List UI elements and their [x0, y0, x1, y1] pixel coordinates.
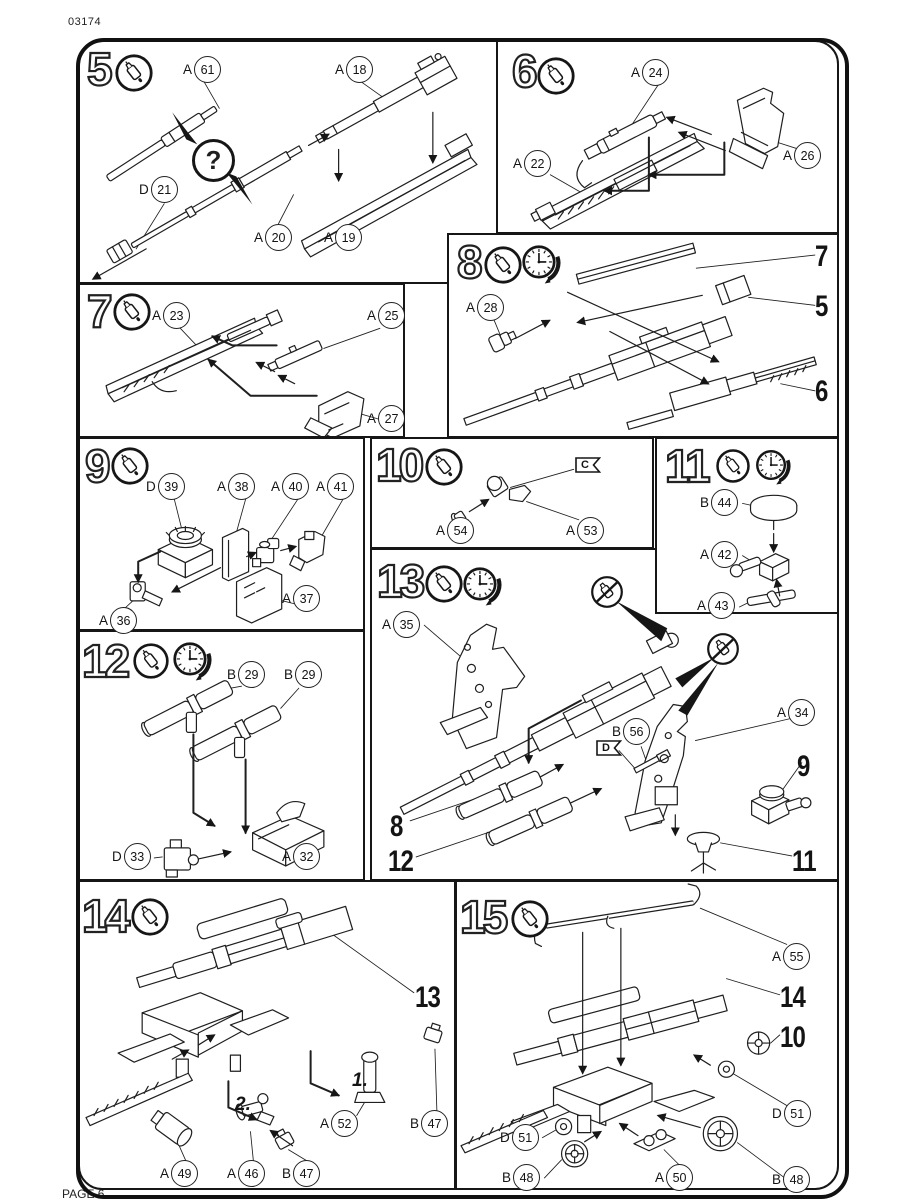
part-letter: A [513, 156, 523, 171]
part-number: 39 [158, 473, 185, 500]
part-letter: B [282, 1166, 292, 1181]
part-label-b44 [700, 489, 738, 516]
part-label-a55 [772, 943, 810, 970]
part-label-a43 [697, 592, 735, 619]
part-label-a50 [655, 1164, 693, 1191]
part-letter: A [697, 598, 707, 613]
part-label-a52 [320, 1110, 358, 1137]
part-number: 50 [666, 1164, 693, 1191]
part-label-b29 [227, 661, 265, 688]
part-number: 36 [110, 607, 137, 634]
part-number: 21 [151, 176, 178, 203]
part-letter: A [783, 148, 793, 163]
step-number-14: 14 [82, 890, 128, 942]
part-number: 34 [788, 699, 815, 726]
part-label-a35 [382, 611, 420, 638]
part-label-b48 [502, 1164, 540, 1191]
step-number-8: 8 [457, 236, 480, 288]
part-number: 44 [711, 489, 738, 516]
part-letter: A [152, 308, 162, 323]
assembly-step-panel-14 [78, 880, 456, 1190]
part-letter: A [466, 300, 476, 315]
part-letter: B [284, 667, 294, 682]
part-letter: B [700, 495, 710, 510]
part-label-a54 [436, 517, 474, 544]
part-label-a32 [282, 843, 320, 870]
part-number: 38 [228, 473, 255, 500]
part-number: 48 [513, 1164, 540, 1191]
decal-letter: C [581, 458, 589, 471]
part-number: 51 [784, 1100, 811, 1127]
part-number: 46 [238, 1160, 265, 1187]
part-label-d33 [112, 843, 151, 870]
part-letter: A [160, 1166, 170, 1181]
part-label-d51 [772, 1100, 811, 1127]
step-number-6: 6 [512, 45, 535, 97]
assembly-step-panel-12 [78, 630, 365, 881]
glue-icon [536, 56, 576, 96]
part-number: 25 [378, 302, 405, 329]
ref-number-12: 12 [388, 845, 414, 878]
part-label-a27 [367, 405, 405, 432]
no-glue-icon [590, 575, 624, 609]
glue-icon [112, 292, 152, 332]
part-label-a38 [217, 473, 255, 500]
step-number-5: 5 [87, 43, 110, 95]
ref-number-5: 5 [815, 290, 828, 323]
part-number: 37 [293, 585, 320, 612]
part-number: 28 [477, 294, 504, 321]
part-label-a41 [316, 473, 354, 500]
part-number: 20 [265, 224, 292, 251]
part-letter: D [772, 1106, 782, 1121]
part-number: 49 [171, 1160, 198, 1187]
page-footer: PAGE 6 [62, 1187, 105, 1200]
part-number: 32 [293, 843, 320, 870]
part-label-b47 [410, 1110, 448, 1137]
part-number: 29 [295, 661, 322, 688]
part-number: 51 [512, 1124, 539, 1151]
part-letter: A [282, 849, 292, 864]
part-letter: A [772, 949, 782, 964]
part-label-a25 [367, 302, 405, 329]
step-number-9: 9 [85, 440, 108, 492]
part-number: 23 [163, 302, 190, 329]
part-letter: D [146, 479, 156, 494]
part-number: 18 [346, 56, 373, 83]
part-letter: A [631, 65, 641, 80]
step-number-10: 10 [376, 439, 422, 491]
part-label-d51 [500, 1124, 539, 1151]
step-number-15: 15 [460, 891, 506, 943]
part-number: 42 [711, 541, 738, 568]
order-number-2: 2. [235, 1094, 251, 1115]
part-letter: A [335, 62, 345, 77]
part-label-a28 [466, 294, 504, 321]
part-number: 53 [577, 517, 604, 544]
part-label-a22 [513, 150, 551, 177]
step-number-7: 7 [87, 285, 110, 337]
assembly-step-panel-10 [370, 437, 654, 549]
part-letter: A [254, 230, 264, 245]
part-number: 56 [623, 718, 650, 745]
part-label-a36 [99, 607, 137, 634]
part-letter: B [772, 1172, 782, 1187]
part-number: 29 [238, 661, 265, 688]
part-number: 52 [331, 1110, 358, 1137]
part-letter: B [227, 667, 237, 682]
part-number: 40 [282, 473, 309, 500]
part-letter: B [410, 1116, 420, 1131]
glue-icon [130, 897, 170, 937]
assembly-step-panel-9 [78, 437, 365, 631]
part-label-a18 [335, 56, 373, 83]
part-letter: A [271, 479, 281, 494]
part-label-d21 [139, 176, 178, 203]
part-label-a37 [282, 585, 320, 612]
clock-icon [519, 242, 561, 284]
part-label-a42 [700, 541, 738, 568]
assembly-step-panel-5 [78, 40, 498, 288]
part-number: 43 [708, 592, 735, 619]
part-letter: A [655, 1170, 665, 1185]
assembly-step-panel-11 [655, 437, 839, 614]
decal-flag-d [596, 740, 622, 756]
part-letter: A [324, 230, 334, 245]
step-number-13: 13 [377, 555, 423, 607]
part-number: 41 [327, 473, 354, 500]
part-letter: A [227, 1166, 237, 1181]
part-label-a53 [566, 517, 604, 544]
step-number-12: 12 [82, 635, 128, 687]
step-number-11: 11 [665, 440, 708, 492]
question-mark [192, 139, 235, 182]
part-letter: A [217, 479, 227, 494]
no-glue-icon [706, 632, 740, 666]
part-letter: A [367, 411, 377, 426]
glue-icon [424, 447, 464, 487]
part-label-a49 [160, 1160, 198, 1187]
part-letter: A [382, 617, 392, 632]
decal-flag-c [575, 457, 601, 473]
glue-icon [132, 642, 170, 680]
part-letter: B [612, 724, 622, 739]
ref-number-6: 6 [815, 375, 828, 408]
assembly-step-panel-6 [496, 40, 839, 234]
part-letter: A [282, 591, 292, 606]
part-label-a46 [227, 1160, 265, 1187]
part-label-a34 [777, 699, 815, 726]
kit-number: 03174 [68, 16, 102, 28]
part-letter: A [700, 547, 710, 562]
ref-number-14: 14 [780, 981, 806, 1014]
part-letter: A [777, 705, 787, 720]
ref-number-10: 10 [780, 1021, 806, 1054]
part-label-b48 [772, 1166, 810, 1193]
part-letter: B [502, 1170, 512, 1185]
part-label-a24 [631, 59, 669, 86]
part-number: 54 [447, 517, 474, 544]
part-label-b29 [284, 661, 322, 688]
ref-number-8: 8 [390, 810, 403, 843]
part-label-a26 [783, 142, 821, 169]
part-number: 24 [642, 59, 669, 86]
part-letter: D [500, 1130, 510, 1145]
part-letter: A [183, 62, 193, 77]
clock-icon [170, 639, 212, 681]
part-number: 27 [378, 405, 405, 432]
glue-icon [424, 564, 464, 604]
part-number: 22 [524, 150, 551, 177]
part-letter: D [112, 849, 122, 864]
glue-icon [110, 446, 150, 486]
ref-number-13: 13 [415, 981, 441, 1014]
part-letter: A [99, 613, 109, 628]
part-letter: D [139, 182, 149, 197]
part-letter: A [566, 523, 576, 538]
glue-icon [114, 53, 154, 93]
part-number: 61 [194, 56, 221, 83]
assembly-step-panel-7 [78, 283, 405, 438]
part-number: 26 [794, 142, 821, 169]
decal-letter: D [602, 741, 610, 754]
ref-number-7: 7 [815, 240, 828, 273]
part-number: 19 [335, 224, 362, 251]
ref-number-11: 11 [792, 845, 816, 878]
part-letter: A [436, 523, 446, 538]
part-letter: A [320, 1116, 330, 1131]
question-mark-glyph: ? [205, 145, 222, 175]
ref-number-9: 9 [797, 750, 810, 783]
part-number: 47 [293, 1160, 320, 1187]
part-letter: A [367, 308, 377, 323]
order-number-1: 1. [352, 1070, 368, 1091]
part-number: 48 [783, 1166, 810, 1193]
clock-icon [753, 447, 791, 485]
assembly-step-panel-8 [447, 233, 839, 438]
part-label-a40 [271, 473, 309, 500]
part-number: 47 [421, 1110, 448, 1137]
glue-icon [715, 448, 751, 484]
clock-icon [460, 564, 502, 606]
part-label-a20 [254, 224, 292, 251]
part-label-b47 [282, 1160, 320, 1187]
assembly-step-panel-15 [455, 880, 839, 1190]
part-label-a23 [152, 302, 190, 329]
glue-icon [483, 245, 523, 285]
part-letter: A [316, 479, 326, 494]
part-label-d39 [146, 473, 185, 500]
part-number: 33 [124, 843, 151, 870]
part-number: 35 [393, 611, 420, 638]
part-label-a61 [183, 56, 221, 83]
part-label-a19 [324, 224, 362, 251]
glue-icon [510, 899, 550, 939]
part-number: 55 [783, 943, 810, 970]
